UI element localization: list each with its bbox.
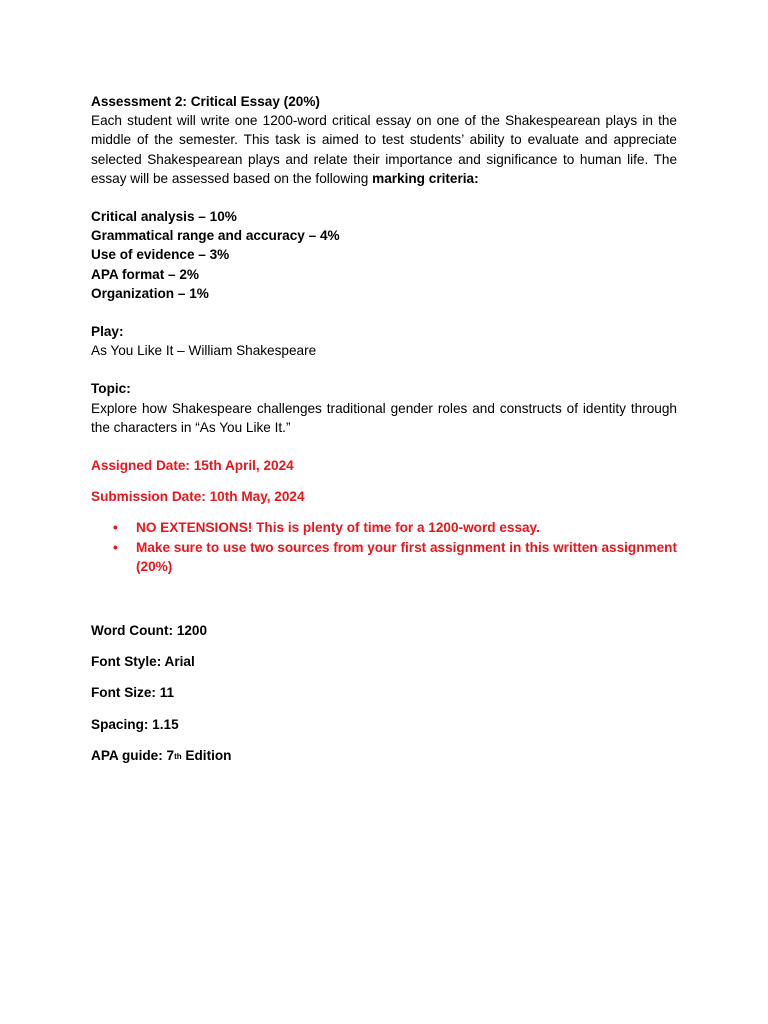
- apa-guide-prefix: APA guide: 7: [91, 747, 175, 763]
- spacer: [91, 437, 677, 456]
- bullet-icon: •: [113, 520, 118, 536]
- criteria-item: Use of evidence – 3%: [91, 247, 230, 263]
- apa-guide-suffix: Edition: [181, 747, 232, 763]
- spacing: Spacing: 1.15: [91, 716, 179, 732]
- intro-text: Each student will write one 1200-word critical essay on one of the Shakespearean plays in the middle of the semester. This task is aimed to test students’ ability to evaluate and appreciate selected Shakespearean plays and relate their importance and significance to human life. The essay will be assessed based on the following: [91, 113, 677, 186]
- intro-paragraph: [91, 111, 677, 188]
- assigned-date: Assigned Date: 15th April, 2024: [91, 458, 294, 474]
- topic-value: Explore how Shakespeare challenges traditional gender roles and constructs of identity through the characters in “As You Like It.”: [91, 400, 677, 435]
- bullet-icon: •: [113, 539, 118, 555]
- spacer: [91, 188, 677, 207]
- submission-date: Submission Date: 10th May, 2024: [91, 489, 305, 505]
- apa-guide-superscript: th: [174, 751, 182, 761]
- requirements-section: [91, 621, 677, 765]
- play-value: As You Like It – William Shakespeare: [91, 343, 317, 359]
- spacer: [91, 576, 677, 621]
- criteria-item: Critical analysis – 10%: [91, 209, 237, 225]
- criteria-item: Organization – 1%: [91, 285, 209, 301]
- font-style: Font Style: Arial: [91, 654, 195, 670]
- criteria-list: [91, 207, 677, 303]
- play-section: [91, 322, 677, 360]
- assessment-heading: Assessment 2: Critical Essay (20%): [91, 94, 320, 109]
- font-size: Font Size: 11: [91, 685, 175, 701]
- play-label: Play:: [91, 324, 124, 340]
- note-text: Make sure to use two sources from your first assignment in this written assignment (20%): [136, 539, 677, 574]
- note-text: NO EXTENSIONS! This is plenty of time for a 1200-word essay.: [136, 520, 540, 536]
- marking-criteria-colon: :: [474, 170, 479, 186]
- apa-guide: [91, 746, 677, 765]
- topic-section: [91, 379, 677, 437]
- document-page: [91, 92, 677, 777]
- spacer: [91, 303, 677, 322]
- note-item: [91, 518, 677, 537]
- word-count: Word Count: 1200: [91, 623, 208, 639]
- criteria-item: Grammatical range and accuracy – 4%: [91, 228, 340, 244]
- spacer: [91, 360, 677, 379]
- notes-list: [91, 518, 677, 576]
- criteria-item: APA format – 2%: [91, 266, 200, 282]
- note-item: [91, 538, 677, 576]
- marking-criteria-emphasis: marking criteria: [372, 170, 475, 186]
- topic-label: Topic:: [91, 381, 131, 397]
